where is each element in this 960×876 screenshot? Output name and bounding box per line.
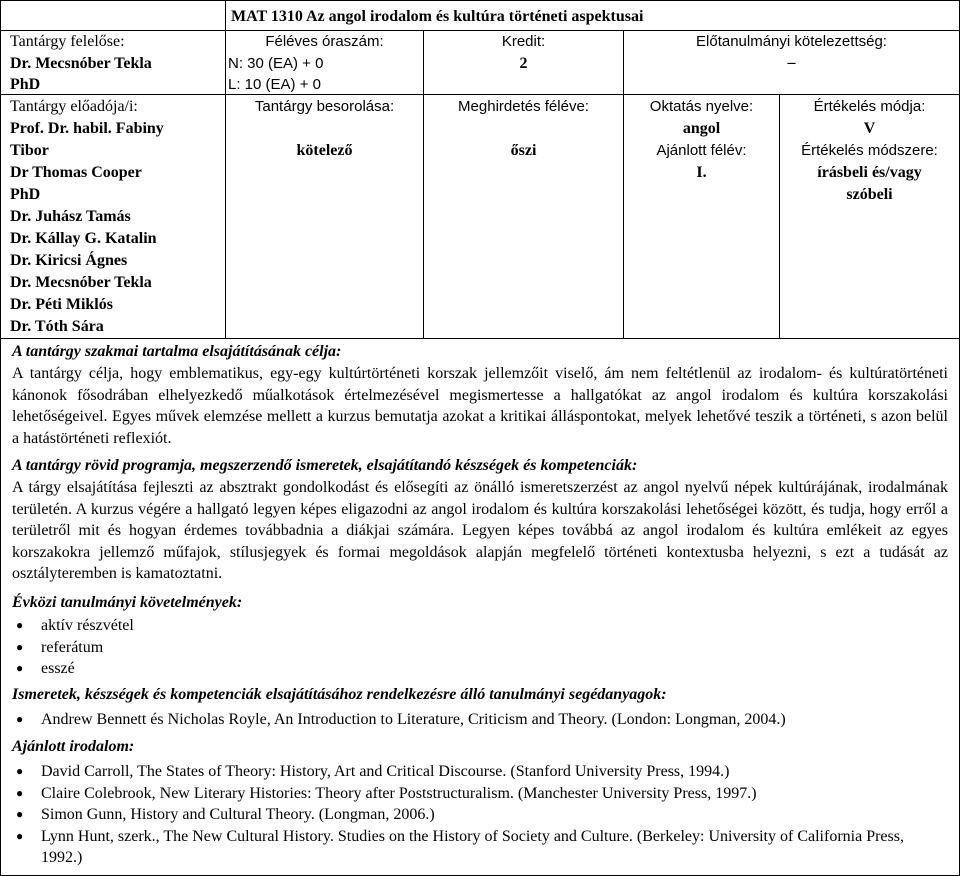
responsible-degree: PhD xyxy=(10,76,41,93)
responsible-name: Dr. Mecsnóber Tekla xyxy=(10,55,152,72)
lecturer-line: Dr. Kiricsi Ágnes xyxy=(10,252,128,269)
row-divider xyxy=(1,338,959,339)
materials-list xyxy=(12,709,948,731)
list-item: ● David Carroll, The States of Theory: History, Art and Critical Discourse. (Stanford University Press, 1994.) xyxy=(12,761,948,783)
evaluation-method-label: Értékelés módszere: xyxy=(801,142,938,159)
language-value: angol xyxy=(682,120,721,137)
list-item: ● referátum xyxy=(12,637,948,659)
responsible-label: Tantárgy felelőse: xyxy=(10,33,125,50)
bullet-icon: ● xyxy=(16,639,24,654)
bullet-icon: ● xyxy=(16,764,24,778)
program-text: A tárgy elsajátítása fejleszti az absztrakt gondolkodást és elősegíti az önálló ismeretszerzést az angol nyelvű népek kultúrájának, irodalmának területén. A kurzus végére a hallgató legyen képes eligazodni az angol irodalom és kultúra korszakolási lehetőségei között, és tudja, hogy erről a területről mit és hogyan érdemes továbbadnia a diákjai számára. Legyen képes továbbá az angol irodalom és kultúra emlékeit az egyes korszakokra jellemző műfajok, stílusjegyek és formai megoldások alapján megfelelő történeti kontextusba helyezni, s ezt a tudását az osztályteremben is kamatoztatni. xyxy=(12,479,948,582)
lecturer-line: Dr. Mecsnóber Tekla xyxy=(10,274,152,291)
semester-label: Meghirdetés féléve: xyxy=(458,98,589,115)
row-divider xyxy=(1,94,959,95)
bullet-icon: ● xyxy=(16,661,24,675)
lecturer-line: Dr. Kállay G. Katalin xyxy=(10,230,157,247)
evaluation-mode-value: V xyxy=(863,120,876,137)
evaluation-method-value: írásbeli és/vagy xyxy=(817,164,922,181)
language-label: Oktatás nyelve: xyxy=(649,98,754,115)
hours-l: L: 10 (EA) + 0 xyxy=(228,76,321,93)
bullet-icon: ● xyxy=(16,785,24,800)
lecturer-line: Dr Thomas Cooper xyxy=(10,164,142,181)
recommended-heading: Ajánlott irodalom: xyxy=(12,738,135,755)
prerequisite-value: – xyxy=(787,54,796,71)
goal-text: A tantárgy célja, hogy emblematikus, egy-egy kultúrtörténeti korszak jellemzőit viselő, ám nem feltétlenül az irodalom- és kultúratörténeti kánonok fősodrában elhelyezkedő műalkotások értelmezésével megismertesse a hallgatókat az angol irodalom és kultúra korszakolási lehetőségeivel. Egyes művek elemzése mellett a kurzus bemutatja azokat a kritikai álláspontokat, melyek lehetővé teszik a történeti, s azon belül a hatástörténeti reflexiót. xyxy=(12,365,948,447)
prerequisite-label: Előtanulmányi kötelezettség: xyxy=(696,33,887,50)
evaluation-method-value: szóbeli xyxy=(846,186,893,203)
hours-n: N: 30 (EA) + 0 xyxy=(228,55,324,72)
bullet-icon: ● xyxy=(16,807,24,821)
goal-heading: A tantárgy szakmai tartalma elsajátításának célja: xyxy=(12,343,342,360)
credit-value: 2 xyxy=(519,55,528,72)
credit-label: Kredit: xyxy=(501,33,546,50)
lecturers-label: Tantárgy előadója/i: xyxy=(10,98,138,115)
course-title: MAT 1310 Az angol irodalom és kultúra történeti aspektusai xyxy=(231,8,644,25)
list-item: ● Simon Gunn, History and Cultural Theory. (Longman, 2006.) xyxy=(12,804,948,826)
requirements-heading: Évközi tanulmányi követelmények: xyxy=(12,594,243,611)
lecturer-line: PhD xyxy=(10,186,41,203)
list-item: ● Claire Colebrook, New Literary Histories: Theory after Poststructuralism. (Manchester University Press, 1997.) xyxy=(12,783,948,805)
lecturer-line: Dr. Tóth Sára xyxy=(10,318,104,335)
program-heading: A tantárgy rövid programja, megszerzendő ismeretek, elsajátítandó készségek és kompetenciák: xyxy=(12,457,638,474)
classification-value: kötelező xyxy=(296,142,353,159)
semester-value: őszi xyxy=(510,142,537,159)
materials-heading: Ismeretek, készségek és kompetenciák elsajátításához rendelkezésre álló tanulmányi segédanyagok: xyxy=(12,686,667,703)
bullet-icon: ● xyxy=(16,618,24,632)
lecturer-line: Dr. Péti Miklós xyxy=(10,296,113,313)
hours-label: Féléves óraszám: xyxy=(265,33,384,50)
list-item: ● Andrew Bennett és Nicholas Royle, An Introduction to Literature, Criticism and Theory. (London: Longman, 2004.) xyxy=(12,709,948,731)
bullet-icon: ● xyxy=(16,828,24,843)
evaluation-mode-label: Értékelés módja: xyxy=(813,98,926,115)
requirements-list xyxy=(12,615,948,680)
list-item: ● aktív részvétel xyxy=(12,615,948,637)
lecturer-line: Dr. Juhász Tamás xyxy=(10,208,131,225)
recommended-list xyxy=(12,761,948,869)
list-item: ● esszé xyxy=(12,658,948,680)
bullet-icon: ● xyxy=(16,712,24,726)
column-divider xyxy=(623,30,624,339)
list-item: ● Lynn Hunt, szerk., The New Cultural History. Studies on the History of Society and Culture. (Berkeley: University of California Press, 1992.) xyxy=(16,827,904,866)
lecturer-line: Tibor xyxy=(10,142,49,159)
classification-label: Tantárgy besorolása: xyxy=(254,98,395,115)
recommended-semester-label: Ajánlott félév: xyxy=(656,142,747,159)
recommended-semester-value: I. xyxy=(696,164,707,181)
lecturer-line: Prof. Dr. habil. Fabiny xyxy=(10,120,164,137)
column-divider xyxy=(423,30,424,339)
